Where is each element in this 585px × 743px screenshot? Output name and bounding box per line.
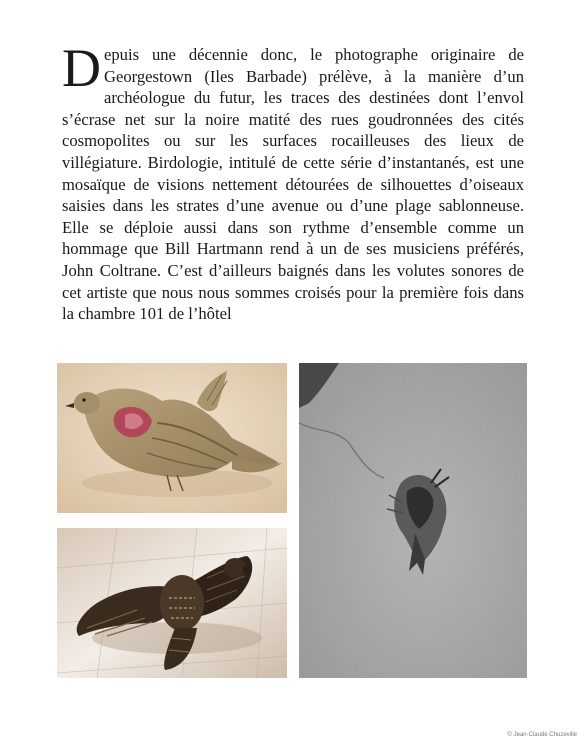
article-body: epuis une décennie donc, le photographe originaire de Georgestown (Iles Barbade) prélève, à la manière d’un archéologue du futur, les traces des destinées dont l’envol s’écrase net sur la noire matité des rues goudronnées des cités cosmopolites ou sur les surfaces rocailleuses des lieux de villégiature. Birdologie, intitulé de cette série d’instantanés, est une mosaïque de visions nettement détourées de silhouettes d’oiseaux saisies dans les strates d’une avenue ou d’une plage sablonneuse. Elle se déploie aussi dans son rythme d’ensemble comme un hommage que Bill Hartmann rend à un de ses musiciens préférés, John Coltrane. C’est d’ailleurs baignés dans les volutes sonores de cet artiste que nous nous sommes croisés pour la première fois dans la chambre 101 de l’hôtel bbox=[62, 45, 524, 324]
dead-dove-image bbox=[57, 363, 287, 513]
bird-on-asphalt-photo bbox=[299, 363, 527, 678]
copyright-notice: © Jean-Claude Chuzeville bbox=[507, 732, 577, 738]
dead-hawk-photo bbox=[57, 528, 287, 678]
dead-hawk-image bbox=[57, 528, 287, 678]
dead-dove-photo bbox=[57, 363, 287, 513]
drop-cap: D bbox=[62, 38, 101, 98]
article-text bbox=[62, 38, 524, 325]
bird-on-asphalt-image bbox=[299, 363, 527, 678]
